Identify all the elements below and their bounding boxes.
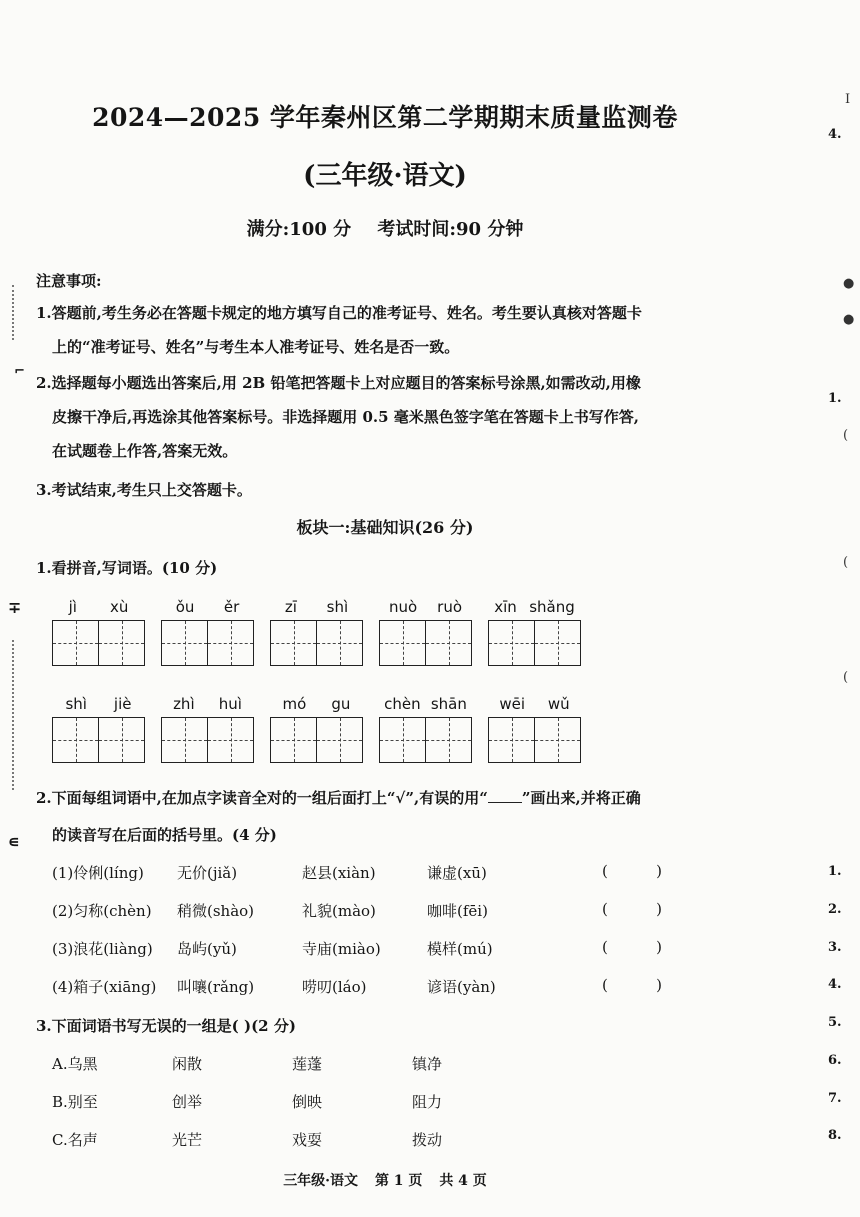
- exam-title: 2024—2025 学年秦州区第二学期期末质量监测卷: [92, 103, 678, 132]
- answer-parentheses[interactable]: [602, 938, 662, 959]
- pinyin: xù: [110, 598, 129, 616]
- exam-meta: [0, 215, 770, 241]
- pinyin-group: [270, 695, 363, 763]
- binding-mark: ∓: [8, 598, 22, 617]
- edge-fragment: (: [843, 555, 849, 570]
- pinyin-group: [161, 598, 254, 666]
- section-heading: 板块一:基础知识(26 分): [296, 518, 474, 537]
- q3-option-c[interactable]: [52, 1129, 532, 1150]
- exam-subtitle: (三年级·语文): [303, 161, 467, 191]
- paren-open: (: [602, 900, 608, 918]
- pinyin: chèn: [384, 695, 421, 713]
- answer-parentheses[interactable]: [602, 976, 662, 997]
- q2-word: 模样(mú): [427, 940, 493, 958]
- q2-word: 谚语(yàn): [427, 978, 496, 996]
- edge-fragment: ●: [843, 276, 855, 291]
- adjacent-page-number: 8.: [828, 1128, 842, 1143]
- q2-row: [52, 900, 742, 921]
- writing-grid[interactable]: [270, 717, 363, 763]
- q3-word: 倒映: [292, 1093, 323, 1111]
- q3-word: B.别至: [52, 1093, 98, 1111]
- paren-close: ): [656, 900, 662, 918]
- adjacent-page-number: 7.: [828, 1091, 842, 1106]
- underline-blank: [488, 788, 522, 803]
- pinyin: ǒu: [175, 598, 195, 616]
- pinyin: xīn: [494, 598, 517, 616]
- question-2-prompt-line2: 的读音写在后面的括号里。(4 分): [52, 826, 277, 844]
- q2-word: (3)浪花(liàng): [52, 940, 153, 958]
- paren-close: ): [656, 938, 662, 956]
- q3-word: 戏耍: [292, 1131, 323, 1149]
- q3-word: 创举: [172, 1093, 203, 1111]
- notice-rule-line: 在试题卷上作答,答案无效。: [52, 442, 238, 460]
- edge-fragment: ●: [843, 312, 855, 327]
- notice-rule-line: 上的“准考证号、姓名”与考生本人准考证号、姓名是否一致。: [52, 338, 460, 356]
- pinyin-group: [161, 695, 254, 763]
- edge-fragment: (: [843, 428, 849, 443]
- pinyin: wǔ: [547, 695, 570, 713]
- pinyin: zī: [284, 598, 297, 616]
- pinyin: zhì: [173, 695, 195, 713]
- adjacent-page-number: 3.: [828, 940, 842, 955]
- q3-word: 莲蓬: [292, 1055, 323, 1073]
- adjacent-page-number: 1.: [828, 391, 842, 406]
- q2-word: 礼貌(mào): [302, 902, 376, 920]
- pinyin-group: [488, 695, 581, 763]
- q2-word: 稍微(shào): [177, 902, 255, 920]
- writing-grid[interactable]: [379, 620, 472, 666]
- q2-word: (2)匀称(chèn): [52, 902, 152, 920]
- question-1-prompt: 1.看拼音,写词语。(10 分): [36, 559, 218, 577]
- paren-open: (: [602, 976, 608, 994]
- paren-open: (: [602, 938, 608, 956]
- exam-time: 考试时间:90 分钟: [377, 219, 524, 240]
- pinyin-group: [488, 598, 581, 666]
- writing-grid[interactable]: [379, 717, 472, 763]
- pinyin: shǎng: [529, 598, 575, 616]
- pinyin-group: [270, 598, 363, 666]
- pinyin: shì: [326, 598, 349, 616]
- writing-grid[interactable]: [161, 620, 254, 666]
- question-2-prompt: [36, 787, 641, 808]
- q3-word: 闲散: [172, 1055, 203, 1073]
- question-3-prompt: 3.下面词语书写无误的一组是( )(2 分): [36, 1017, 296, 1035]
- pinyin: shān: [430, 695, 467, 713]
- pinyin: gu: [331, 695, 351, 713]
- q3-word: 拨动: [412, 1131, 443, 1149]
- q2-row: [52, 976, 742, 997]
- pinyin: wēi: [499, 695, 526, 713]
- q3-word: 阻力: [412, 1093, 443, 1111]
- q2-word: 寺庙(miào): [302, 940, 381, 958]
- notice-heading: 注意事项:: [36, 272, 102, 290]
- pinyin: ěr: [223, 598, 240, 616]
- question-2-prompt-a: 2.下面每组词语中,在加点字读音全对的一组后面打上“√”,有误的用“: [36, 789, 488, 807]
- q2-word: 赵县(xiàn): [302, 864, 376, 882]
- writing-grid[interactable]: [52, 620, 145, 666]
- binding-mark: ⌐: [14, 364, 25, 379]
- writing-grid[interactable]: [488, 717, 581, 763]
- pinyin-row-2: [52, 695, 581, 763]
- footer-total: 共 4 页: [439, 1173, 487, 1189]
- pinyin-group: [379, 598, 472, 666]
- writing-grid[interactable]: [270, 620, 363, 666]
- q2-word: 无价(jiǎ): [177, 864, 238, 882]
- paren-close: ): [656, 862, 662, 880]
- writing-grid[interactable]: [52, 717, 145, 763]
- answer-parentheses[interactable]: [602, 862, 662, 883]
- q2-word: 唠叨(láo): [302, 978, 367, 996]
- pinyin-group: [52, 695, 145, 763]
- q2-row: [52, 938, 742, 959]
- q2-word: 岛屿(yǔ): [177, 940, 237, 958]
- q2-row: [52, 862, 742, 883]
- edge-fragment: Ⅰ: [845, 92, 851, 107]
- adjacent-page-number: 1.: [828, 864, 842, 879]
- q2-word: (4)箱子(xiāng): [52, 978, 157, 996]
- notice-rule-line: 皮擦干净后,再选涂其他答案标号。非选择题用 0.5 毫米黑色签字笔在答题卡上书写作答,: [52, 408, 639, 426]
- q2-word: (1)伶俐(líng): [52, 864, 144, 882]
- full-score: 满分:100 分: [246, 219, 352, 240]
- adjacent-page-number: 5.: [828, 1015, 842, 1030]
- q3-option-b[interactable]: [52, 1091, 532, 1112]
- notice-rule-line: 2.选择题每小题选出答案后,用 2B 铅笔把答题卡上对应题目的答案标号涂黑,如需改动,用橡: [36, 374, 641, 392]
- adjacent-page-number: 4.: [828, 127, 842, 142]
- q2-word: 咖啡(fēi): [427, 902, 488, 920]
- notice-rule-line: 1.答题前,考生务必在答题卡规定的地方填写自己的准考证号、姓名。考生要认真核对答题卡: [36, 304, 642, 322]
- paren-open: (: [602, 862, 608, 880]
- q3-word: 光芒: [172, 1131, 203, 1149]
- notice-rule-1: [36, 296, 748, 364]
- notice-rule-3: [36, 473, 748, 507]
- adjacent-page-number: 2.: [828, 902, 842, 917]
- q3-word: 镇净: [412, 1055, 443, 1073]
- answer-parentheses[interactable]: [602, 900, 662, 921]
- writing-grid[interactable]: [488, 620, 581, 666]
- binding-dotted-line: [12, 640, 14, 790]
- q2-word: 谦虚(xū): [427, 864, 487, 882]
- footer-page: 第 1 页: [374, 1173, 423, 1189]
- notice-rule-line: 3.考试结束,考生只上交答题卡。: [36, 481, 252, 499]
- pinyin: nuò: [388, 598, 418, 616]
- pinyin-group: [379, 695, 472, 763]
- edge-fragment: (: [843, 670, 849, 685]
- q2-word: 叫嚷(rǎng): [177, 978, 255, 996]
- adjacent-page-number: 4.: [828, 977, 842, 992]
- q3-option-a[interactable]: [52, 1053, 532, 1074]
- page-footer: [0, 1170, 770, 1190]
- notice-rule-2: [36, 366, 748, 468]
- footer-subject: 三年级·语文: [283, 1173, 359, 1189]
- writing-grid[interactable]: [161, 717, 254, 763]
- question-2-prompt-b: ”画出来,并将正确: [521, 789, 641, 807]
- pinyin: jì: [68, 598, 77, 616]
- pinyin: ruò: [437, 598, 463, 616]
- binding-mark: ∊: [8, 832, 20, 851]
- q3-word: C.名声: [52, 1131, 98, 1149]
- q3-word: A.乌黑: [52, 1055, 98, 1073]
- pinyin-group: [52, 598, 145, 666]
- pinyin: huì: [218, 695, 242, 713]
- pinyin: mó: [282, 695, 307, 713]
- pinyin: shì: [65, 695, 87, 713]
- binding-dotted-line: [12, 285, 14, 340]
- adjacent-page-number: 6.: [828, 1053, 842, 1068]
- pinyin: jiè: [113, 695, 132, 713]
- pinyin-row-1: [52, 598, 581, 666]
- paren-close: ): [656, 976, 662, 994]
